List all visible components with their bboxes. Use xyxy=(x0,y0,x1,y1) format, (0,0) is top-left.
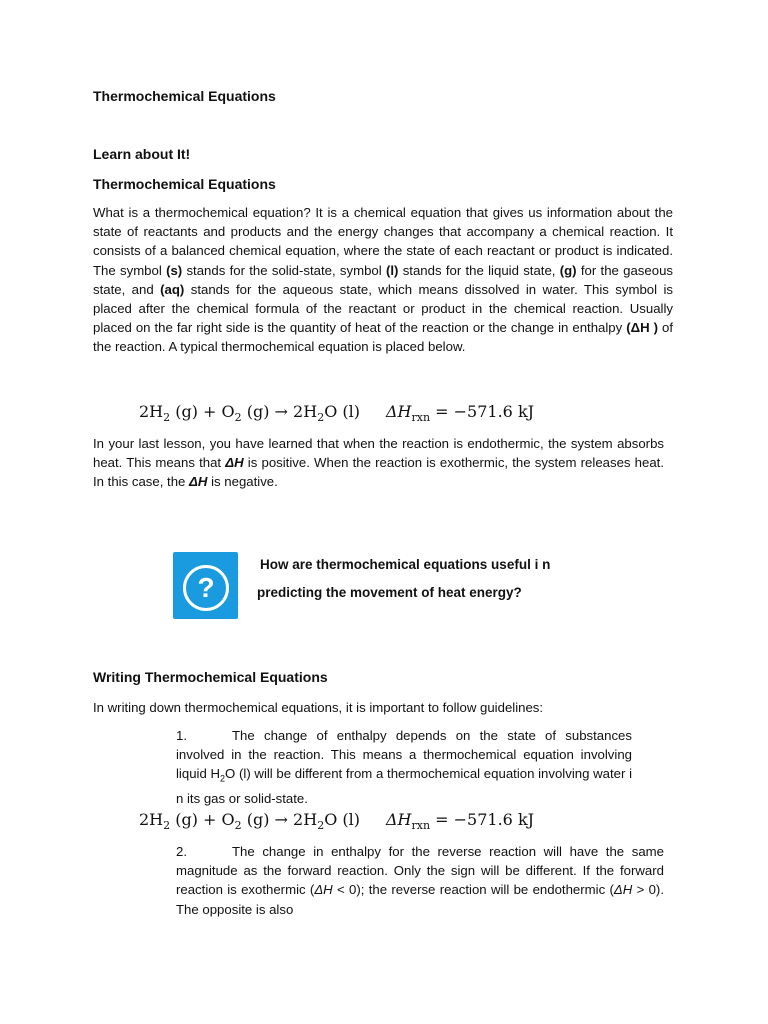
section-heading-writing: Writing Thermochemical Equations xyxy=(93,669,328,685)
solid-symbol: (s) xyxy=(166,262,183,278)
endothermic-paragraph: In your last lesson, you have learned that when the reaction is endothermic, the system absorbs heat. This means that ΔH is positive. When the reaction is exothermic, the system releases heat. In this case, the ΔH is negative. xyxy=(93,436,664,490)
equation-2: $2H_2$ $(g) + O_2$ $(g) \to 2H_2O$ (l) $\Delta H_{rxn} = -571.6$ kJ xyxy=(139,810,535,833)
item-number: 2. xyxy=(176,844,187,859)
guidelines-intro: In writing down thermochemical equations, it is important to follow guidelines: xyxy=(93,700,544,715)
question-icon: ? xyxy=(183,565,229,611)
liquid-symbol: (l) xyxy=(385,262,399,278)
intro-paragraph: What is a thermochemical equation? It is a chemical equation that gives us information about the state of reactants and products and the energy changes that accompany a chemical reaction. It consists of a balanced chemical equation, where the state of each reactant or product is indicated. The symbol (s) stands for the solid-state, symbol (l) stands for the liquid state, (g) for the gaseous state, and (aq) stands for the aqueous state, which means dissolved in water. This symbol is placed after the chemical formula of the reactant or product in the chemical reaction. Usually placed on the far right side is the quantity of heat of the reaction or the change in enthalpy (ΔH ) of the reaction. A typical thermochemical equation is placed below. xyxy=(93,205,673,355)
learn-heading: Learn about It! xyxy=(93,146,191,162)
section-heading-thermochemical: Thermochemical Equations xyxy=(93,176,276,192)
guideline-item-2: 2. The change in enthalpy for the reverse reaction will have the same magnitude as the forward reaction. Only the sign will be different. If the forward reaction is exothermic (ΔH < 0); the reverse reaction will be endothermic (ΔH > 0). The opposite is also xyxy=(176,844,664,917)
guideline-item-1: 1. The change of enthalpy depends on the state of substances involved in the reaction. This means a thermochemical equation involving liquid $H_2O$ (l) will be different from a thermochemical equation involving water i n its gas or solid-state. xyxy=(176,728,633,807)
question-line-1: How are thermochemical equations useful i n xyxy=(260,557,551,572)
item-number: 1. xyxy=(176,728,187,743)
question-line-2: predicting the movement of heat energy? xyxy=(257,585,522,600)
enthalpy-symbol: (ΔH ) xyxy=(626,320,659,336)
equation-1: $2H_2$ $(g) + O_2$ $(g) \to 2H_2O$ (l) $\Delta H_{rxn} = -571.6$ kJ xyxy=(139,402,535,425)
gas-symbol: (g) xyxy=(559,262,577,278)
question-box xyxy=(173,552,238,619)
document-title: Thermochemical Equations xyxy=(93,88,276,104)
aqueous-symbol: (aq) xyxy=(160,281,185,297)
